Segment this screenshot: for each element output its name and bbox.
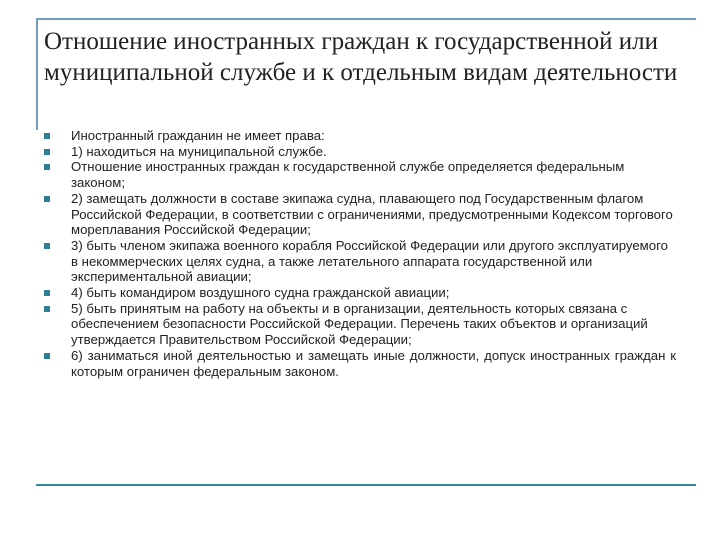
bullet-item: [44, 301, 676, 348]
bullet-text: 3) быть членом экипажа военного корабля Российской Федерации или другого эксплуатируемого в некоммерческих целях судна, а также летательного аппарата государственной или экспериментальной авиации;: [71, 237, 668, 285]
square-bullet-icon: [44, 164, 50, 170]
square-bullet-icon: [44, 196, 50, 202]
frame-bottom-rule: [36, 484, 696, 486]
bullet-text: 5) быть принятым на работу на объекты и в организации, деятельность которых связана с обеспечением безопасности Российской Федерации. Перечень таких объектов и организаций утверждается Правительством Российской Федерации;: [71, 300, 648, 348]
bullet-item: [44, 285, 676, 301]
bullet-item: [44, 238, 676, 285]
bullet-item: [44, 191, 676, 238]
slide-title: Отношение иностранных граждан к государственной или муниципальной службе и к отдельным видам деятельности: [44, 28, 678, 86]
frame-top-rule: [36, 18, 696, 20]
bullet-item: [44, 159, 676, 190]
bullet-text: 6) заниматься иной деятельностью и замещать иные должности, допуск иностранных граждан к которым ограничен федеральным законом.: [71, 347, 676, 379]
bullet-item: [44, 348, 676, 379]
bullet-text: Иностранный гражданин не имеет права:: [71, 128, 325, 143]
square-bullet-icon: [44, 243, 50, 249]
bullet-text: 2) замещать должности в составе экипажа судна, плавающего под Государственным флагом Российской Федерации, в соответствии с ограничениями, предусмотренными Кодексом торгового мореплавания Российской Федерации;: [71, 190, 673, 238]
bullet-list: [44, 128, 676, 379]
bullet-item: [44, 144, 676, 160]
square-bullet-icon: [44, 149, 50, 155]
square-bullet-icon: [44, 353, 50, 359]
square-bullet-icon: [44, 290, 50, 296]
bullet-text: 4) быть командиром воздушного судна гражданской авиации;: [71, 285, 450, 301]
frame-left-rule: [36, 18, 38, 130]
bullet-text: 1) находиться на муниципальной службе.: [71, 143, 327, 159]
bullet-text: Отношение иностранных граждан к государственной службе определяется федеральным законом;: [71, 159, 625, 191]
square-bullet-icon: [44, 306, 50, 312]
square-bullet-icon: [44, 133, 50, 139]
bullet-item: [44, 128, 676, 144]
